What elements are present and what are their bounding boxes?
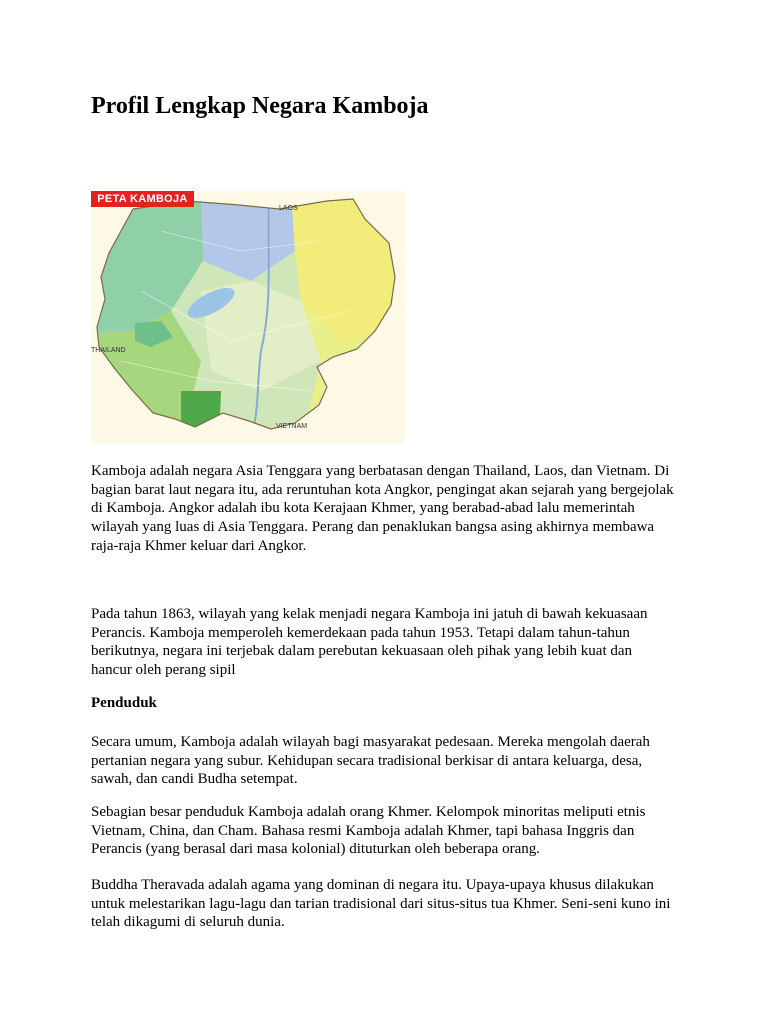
religion-paragraph	[91, 876, 691, 932]
section-heading-penduduk: Penduduk	[91, 695, 157, 711]
cambodia-map-graphic	[91, 191, 405, 443]
paragraph-line: Buddha Theravada adalah agama yang dominan di negara itu. Upaya-upaya khusus dilakukan	[91, 877, 654, 893]
paragraph-line: Perancis (yang berasal dari masa kolonial) dituturkan oleh beberapa orang.	[91, 841, 540, 858]
map-label-laos: LAOS	[279, 205, 298, 212]
map-label-thailand: THAILAND	[91, 347, 126, 354]
paragraph-line: bagian barat laut negara itu, ada reruntuhan kota Angkor, pengingat akan sejarah yang bergejolak	[91, 481, 674, 498]
paragraph-line: Vietnam, China, dan Cham. Bahasa resmi Kamboja adalah Khmer, tapi bahasa Inggris dan	[91, 822, 635, 839]
paragraph-line: sawah, dan candi Budha setempat.	[91, 771, 298, 788]
paragraph-line: Secara umum, Kamboja adalah wilayah bagi masyarakat pedesaan. Mereka mengolah daerah	[91, 734, 650, 750]
ethnic-paragraph	[91, 803, 691, 859]
history-paragraph	[91, 605, 691, 680]
population-paragraph	[91, 733, 691, 789]
paragraph-line: wilayah yang luas di Asia Tenggara. Perang dan penaklukan bangsa asing akhirnya membawa	[91, 519, 655, 536]
cambodia-map-image	[91, 191, 405, 443]
map-banner-label: PETA KAMBOJA	[91, 191, 194, 207]
paragraph-line: Sebagian besar penduduk Kamboja adalah orang Khmer. Kelompok minoritas meliputi etnis	[91, 804, 646, 820]
paragraph-line: Kamboja adalah negara Asia Tenggara yang berbatasan dengan Thailand, Laos, dan Vietnam. Di	[91, 463, 670, 479]
paragraph-line: berikutnya, negara ini terjebak dalam perebutan kekuasaan oleh pihak yang lebih kuat dan	[91, 643, 633, 660]
map-label-vietnam: VIETNAM	[276, 423, 308, 430]
paragraph-line: pertanian negara yang subur. Kehidupan secara tradisional berkisar di antara keluarga, desa,	[91, 752, 643, 769]
paragraph-line: Pada tahun 1863, wilayah yang kelak menjadi negara Kamboja ini jatuh di bawah kekuasaan	[91, 606, 648, 622]
intro-paragraph	[91, 462, 691, 556]
paragraph-line: hancur oleh perang sipil	[91, 662, 236, 679]
page-title: Profil Lengkap Negara Kamboja	[91, 93, 429, 119]
paragraph-line: telah dikagumi di seluruh dunia.	[91, 914, 285, 931]
paragraph-line: untuk melestarikan lagu-lagu dan tarian tradisional dari situs-situs tua Khmer. Seni-seni kuno ini	[91, 895, 671, 912]
paragraph-line: di Kamboja. Angkor adalah ibu kota Kerajaan Khmer, yang berabad-abad lalu memerintah	[91, 500, 635, 517]
paragraph-line: Perancis. Kamboja memperoleh kemerdekaan pada tahun 1953. Tetapi dalam tahun-tahun	[91, 624, 630, 641]
paragraph-line: raja-raja Khmer keluar dari Angkor.	[91, 537, 307, 554]
